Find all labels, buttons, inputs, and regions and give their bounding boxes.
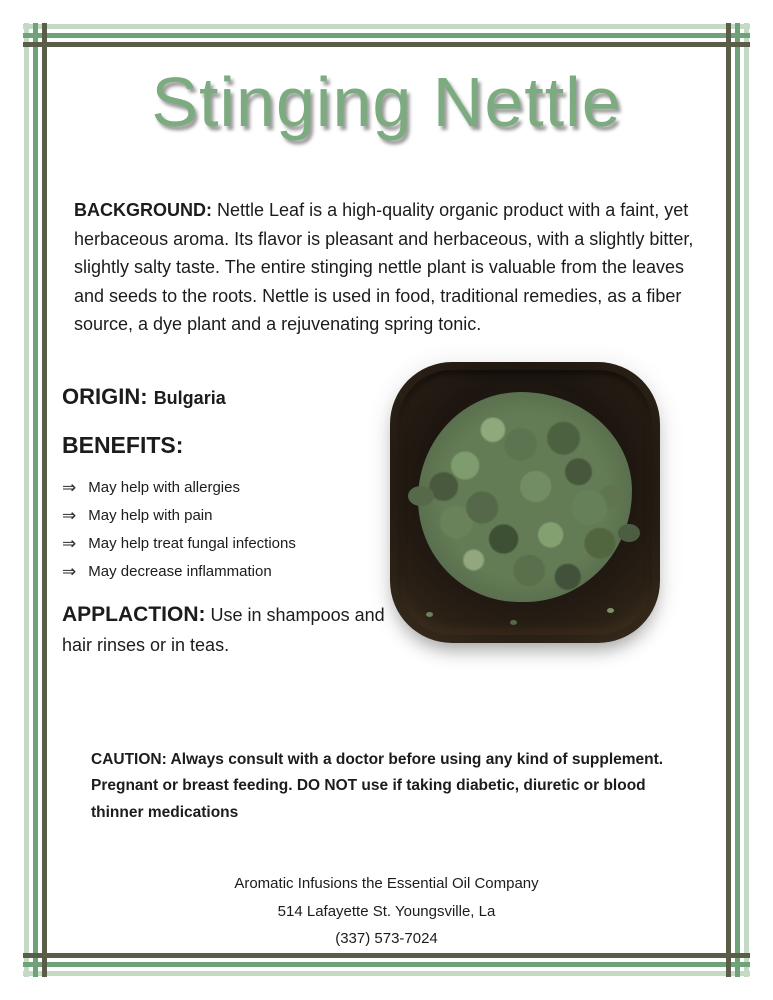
benefits-heading: BENEFITS: (62, 432, 184, 458)
background-paragraph (74, 196, 710, 339)
footer (0, 870, 773, 953)
border-stripe (23, 42, 750, 47)
benefit-text: May help with allergies (88, 479, 240, 496)
origin-heading (62, 385, 392, 410)
leaf-speck (426, 612, 433, 617)
leaf-speck (607, 608, 614, 613)
application-text: Use in shampoos and hair rinses or in teas. (62, 605, 385, 655)
list-item (62, 474, 392, 502)
application-paragraph (62, 600, 392, 660)
leaf-speck (510, 620, 517, 625)
benefits-list (62, 474, 392, 586)
border-stripe (726, 23, 731, 977)
border-stripe (42, 23, 47, 977)
nettle-photo (390, 362, 660, 643)
benefit-text: May help treat fungal infections (88, 535, 296, 552)
border-stripe (23, 962, 750, 967)
list-item (62, 558, 392, 586)
footer-phone: (337) 573-7024 (335, 930, 438, 947)
double-arrow-bullet-icon: ⇒ (62, 506, 77, 525)
border-stripe (23, 953, 750, 958)
list-item (62, 502, 392, 530)
border-stripe (33, 23, 38, 977)
origin-value: Bulgaria (153, 388, 226, 408)
page-title: Stinging Nettle (151, 63, 622, 141)
footer-address: 514 Lafayette St. Youngsville, La (277, 902, 496, 920)
list-item (62, 530, 392, 558)
border-stripe (744, 23, 749, 977)
application-label: APPLACTION: (62, 603, 206, 626)
border-stripe (23, 24, 750, 29)
benefit-text: May decrease inflammation (88, 563, 272, 580)
origin-label: ORIGIN: (62, 384, 148, 409)
border-stripe (24, 23, 29, 977)
background-label: BACKGROUND: (74, 200, 212, 220)
border-stripe (23, 33, 750, 38)
border-stripe (23, 971, 750, 976)
double-arrow-bullet-icon: ⇒ (62, 562, 77, 581)
benefit-text: May help with pain (88, 507, 213, 524)
border-stripe (735, 23, 740, 977)
double-arrow-bullet-icon: ⇒ (62, 478, 77, 497)
double-arrow-bullet-icon: ⇒ (62, 534, 77, 553)
left-column (62, 385, 392, 660)
background-text: Nettle Leaf is a high-quality organic product with a faint, yet herbaceous aroma. Its flavor is pleasant and herbaceous, with a slightly bitter, slightly salty taste. The entire stinging nettle plant is valuable from the leaves and seeds to the roots. Nettle is used in food, traditional remedies, as a fiber source, a dye plant and a rejuvenating spring tonic. (74, 200, 694, 334)
footer-company: Aromatic Infusions the Essential Oil Company (234, 875, 539, 892)
caution-paragraph: CAUTION: Always consult with a doctor before using any kind of supplement. Pregnant or breast feeding. DO NOT use if taking diabetic, diuretic or blood thinner medications (91, 750, 664, 821)
